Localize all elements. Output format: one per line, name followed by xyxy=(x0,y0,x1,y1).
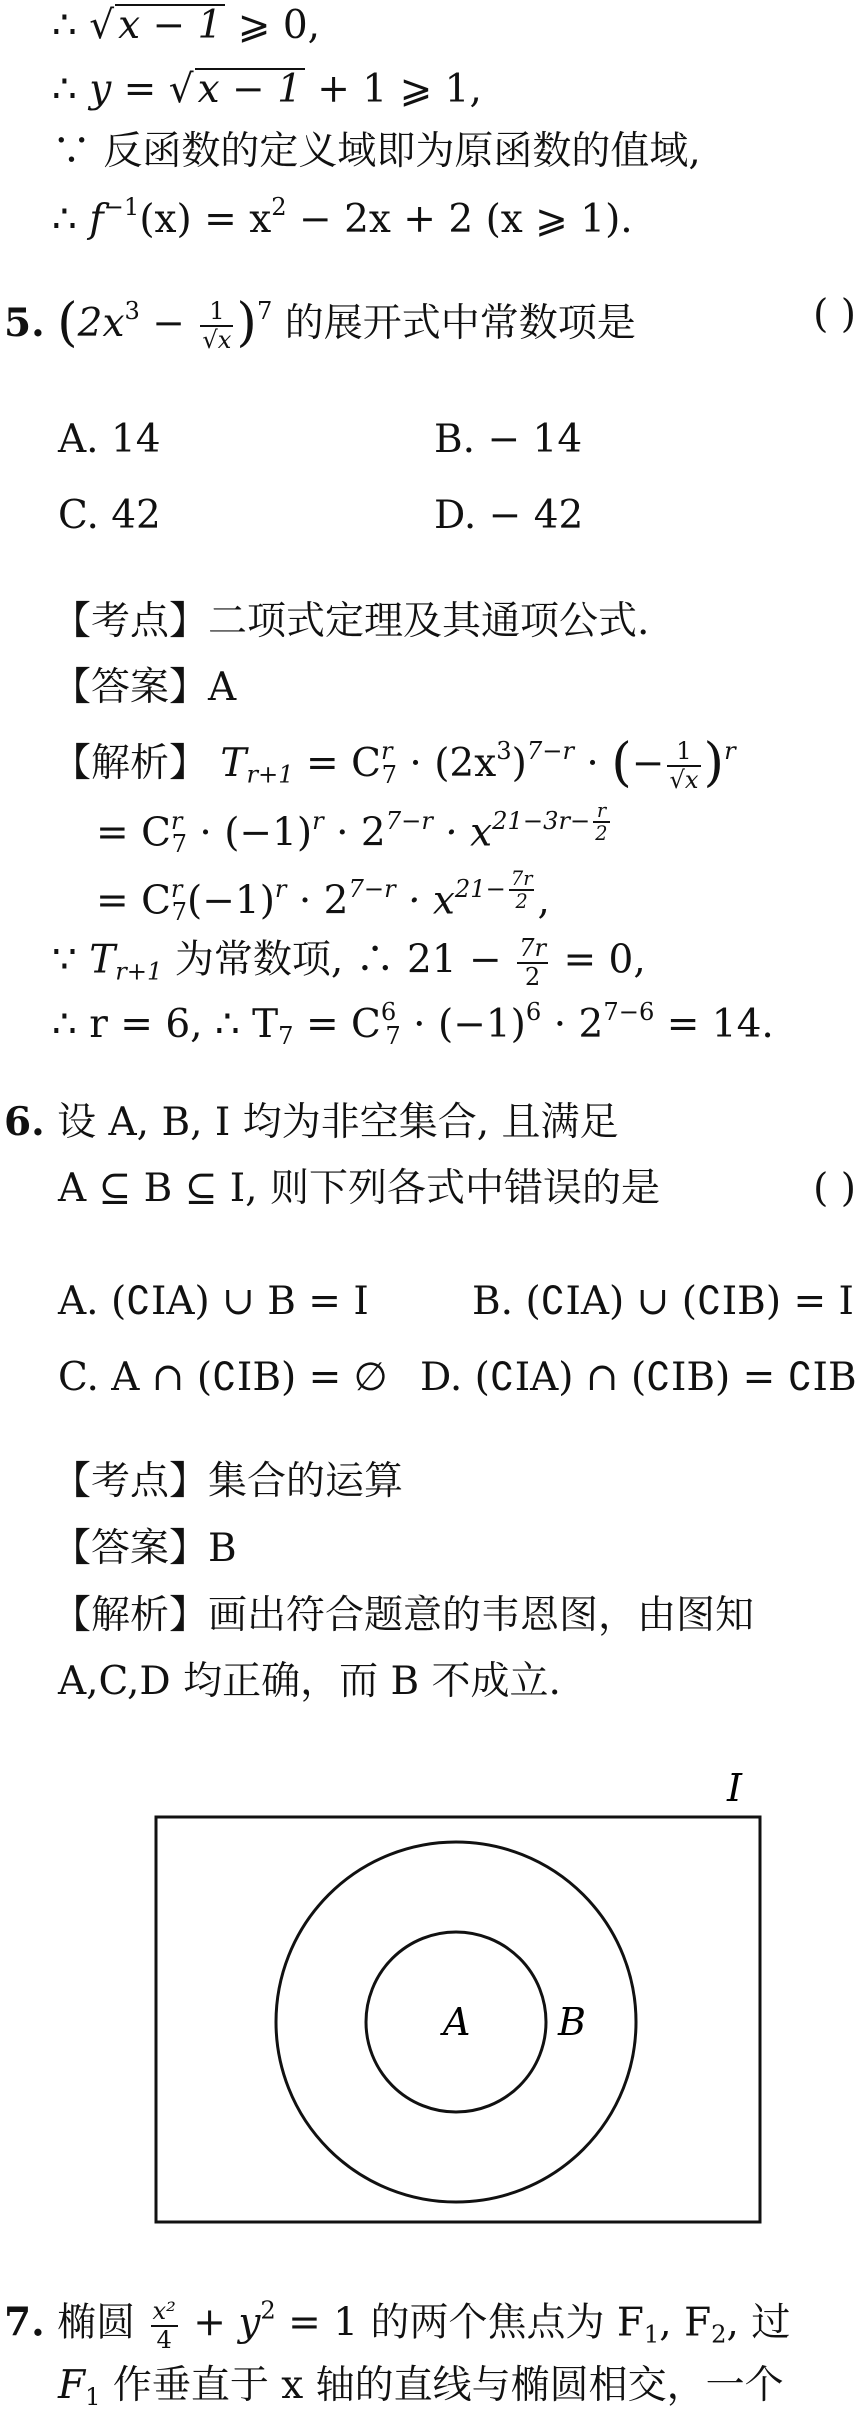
therefore-symbol: ∴ xyxy=(52,3,77,48)
q7-stem-line-1: 7. 椭圆 $\frac{\text{x²}}{4}$ + $y^2 = 1$ 的两个焦点为 $F_1$, $F_2$, 过 xyxy=(4,2296,791,2354)
prev-line-4: ∴ $f^{-1}(x) = x^2 - 2x + 2$ (x ⩾ 1). xyxy=(52,193,633,242)
q6-solution-line-1: 【解析】画出符合题意的韦恩图，由图知 xyxy=(52,1593,755,1638)
because-symbol: ∵ xyxy=(52,937,77,983)
radicand: x − 1 xyxy=(195,68,305,109)
answer-tag: 【答案】 xyxy=(52,1526,209,1571)
fraction: $\frac{1}{√x}$ xyxy=(202,297,232,354)
kaodian-tag: 【考点】 xyxy=(52,599,209,644)
radicand: x − 1 xyxy=(115,4,225,45)
q5-solution-line-4: ∵ $T_{r+1}$ 为常数项, ∴ 21 − $\frac{7r}{2}$ = 0, xyxy=(52,934,646,991)
q5-solution-line-1: 【解析】 $T_{r+1} = C^r_7 \cdot (2x^3)^{7-r}$ · (− $\frac{1}{√x}$ )$^r$ xyxy=(52,732,736,794)
because-symbol: ∵ xyxy=(52,129,92,174)
q5-option-a: A. 14 xyxy=(58,417,161,462)
q6-solution-line-2: A,C,D 均正确，而 B 不成立. xyxy=(58,1659,561,1704)
set-a-label: A xyxy=(443,2000,471,2044)
therefore-symbol: ∴ xyxy=(52,1002,77,1047)
kaodian-tag: 【考点】 xyxy=(52,1459,209,1504)
q5-option-b: B. − 14 xyxy=(434,417,583,462)
q5-answer: 【答案】A xyxy=(52,665,237,710)
q6-stem-line-2: A ⊆ B ⊆ I, 则下列各式中错误的是 ( ) xyxy=(58,1166,856,1211)
q5-kaodian: 【考点】二项式定理及其通项公式. xyxy=(52,599,650,644)
therefore-symbol: ∴ xyxy=(52,197,77,242)
jiexi-tag: 【解析】 xyxy=(52,740,209,786)
q5-stem: 5. ($2x^3$ − $\frac{1}{√x}$ )$^7$ 的展开式中常数项是 ( ) xyxy=(4,292,856,354)
q6-option-b: B. (∁IA) ∪ (∁IB) = I xyxy=(472,1279,854,1324)
universe-label: I xyxy=(727,1766,743,1810)
q5-option-d: D. − 42 xyxy=(434,493,584,538)
set-b-label: B xyxy=(558,2000,586,2044)
q5-option-c: C. 42 xyxy=(58,493,161,538)
q6-option-a: A. (∁IA) ∪ B = I xyxy=(58,1279,369,1324)
question-number: 7. xyxy=(4,2299,45,2346)
fraction: $\frac{7r}{2}$ xyxy=(519,934,547,991)
q7-stem-line-2: $F_1$ 作垂直于 x 轴的直线与椭圆相交，一个 xyxy=(58,2363,784,2411)
fraction: $\frac{1}{√x}$ xyxy=(669,737,699,794)
therefore-symbol: ∴ xyxy=(52,67,77,112)
fraction: $\frac{\text{x²}}{4}$ xyxy=(152,2297,176,2354)
answer-blank: ( ) xyxy=(813,292,856,337)
jiexi-tag: 【解析】 xyxy=(52,1593,209,1638)
q6-kaodian: 【考点】集合的运算 xyxy=(52,1459,404,1504)
q5-solution-line-5: ∴ r = 6, ∴ $T_7 = C^6_7 \cdot (-1)^6 \cdot 2^{7-6} = 14$. xyxy=(52,998,774,1050)
prev-line-2: ∴ y = √ x − 1 + 1 ⩾ 1, xyxy=(52,67,482,112)
q6-stem-line-1: 6. 设 A, B, I 均为非空集合, 且满足 xyxy=(4,1099,619,1145)
venn-diagram xyxy=(140,1760,770,2230)
q5-solution-line-3: = $C^r_7(-1)^r \cdot 2^{7-r} \cdot x^{21- \frac{7r}{2}}$ , xyxy=(96,867,550,927)
prev-line-1: ∴ √ x − 1 ⩾ 0, xyxy=(52,3,321,48)
prev-line-3: ∵ 反函数的定义域即为原函数的值域, xyxy=(52,129,701,174)
answer-blank: ( ) xyxy=(813,1166,856,1211)
q6-option-d: D. (∁IA) ∩ (∁IB) = ∁IB xyxy=(420,1355,857,1400)
q6-option-c: C. A ∩ (∁IB) = ∅ xyxy=(58,1355,388,1400)
question-number: 6. xyxy=(4,1099,45,1145)
q6-answer: 【答案】B xyxy=(52,1526,237,1571)
question-number: 5. xyxy=(4,299,45,346)
answer-tag: 【答案】 xyxy=(52,665,209,710)
q5-solution-line-2: = $C^r_7 \cdot (-1)^r \cdot 2^{7-r} \cdot x^{21-3r- \frac{r}{2}}$ xyxy=(96,799,608,859)
